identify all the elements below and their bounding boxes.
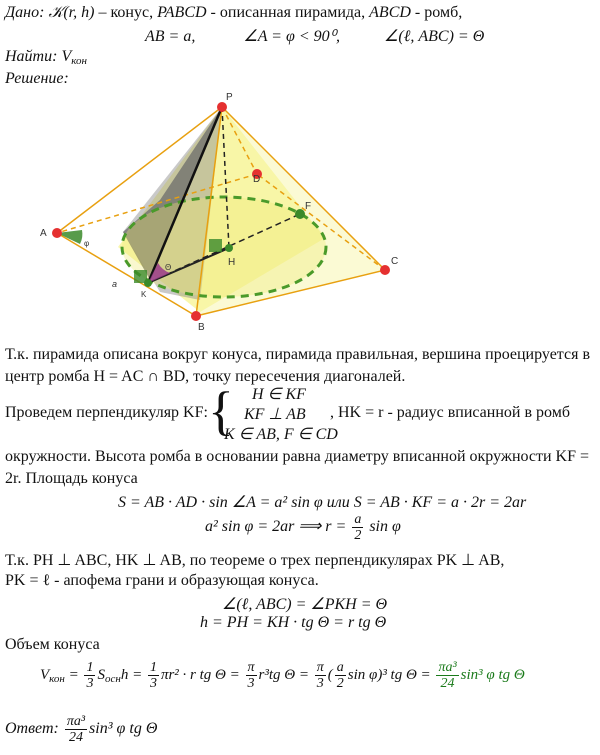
- vol-h: h =: [120, 666, 143, 683]
- vol-frac-6: [436, 660, 458, 691]
- point-c: [380, 265, 390, 275]
- label-side-a: a: [112, 279, 118, 289]
- vol-t3: r³tg Θ =: [258, 666, 309, 683]
- vol-frac-5-den: 2: [336, 676, 344, 691]
- label-a: A: [40, 228, 47, 239]
- vol-t4b: sin φ)³ tg Θ =: [347, 666, 431, 683]
- system-row-2: KF ⊥ AB: [244, 406, 306, 423]
- paragraph-2-tail: , HK = r - радиус вписанной в ромб: [330, 404, 570, 421]
- paragraph-3b: 2r. Площадь конуса: [5, 470, 138, 487]
- equation-r-den: 2: [354, 528, 362, 543]
- answer-num: πa³: [66, 714, 86, 729]
- vol-frac-3: [246, 660, 257, 691]
- given-base: ABCD: [369, 4, 411, 21]
- paragraph-1: Т.к. пирамида описана вокруг конуса, пирамида правильная, вершина проецируется в: [5, 346, 590, 363]
- vol-eq: =: [68, 666, 79, 683]
- vol-frac-1: [84, 660, 95, 691]
- equation-r-fraction: [352, 512, 363, 543]
- point-h: [225, 244, 233, 252]
- vol-frac-5-num: a: [336, 660, 344, 675]
- equation-r: [205, 512, 401, 543]
- point-b: [191, 311, 201, 321]
- right-angle-h: [209, 239, 222, 252]
- vol-frac-2: [148, 660, 159, 691]
- vol-t4a: (: [327, 666, 333, 683]
- given-pyramid-desc: - описанная пирамида,: [210, 4, 366, 21]
- answer-fraction: [65, 714, 87, 745]
- paragraph-5: Объем конуса: [5, 636, 100, 653]
- vol-frac-6-den: 24: [440, 676, 455, 691]
- answer-den: 24: [68, 730, 83, 745]
- paragraph-3: окружности. Высота ромба в основании равна диаметру вписанной окружности KF =: [5, 448, 590, 465]
- vol-frac-2-num: 1: [149, 660, 157, 675]
- paragraph-4: Т.к. PH ⊥ ABC, HK ⊥ AB, по теореме о трех перпендикулярах PK ⊥ AB,: [5, 552, 505, 569]
- point-k: [144, 279, 152, 287]
- vol-s-sub: осн: [104, 672, 121, 685]
- paragraph-1b: центр ромба H = AC ∩ BD, точку пересечения диагоналей.: [5, 368, 406, 385]
- equation-height: h = PH = KH · tg Θ = r tg Θ: [200, 614, 387, 631]
- vol-v-sub: кон: [49, 672, 65, 685]
- vol-t5: sin³ φ tg Θ: [460, 666, 525, 683]
- given-angle-a: ∠A = φ < 90⁰,: [243, 28, 341, 45]
- paragraph-4b: PK = ℓ - апофема грани и образующая конуса.: [5, 572, 319, 589]
- find-prefix: Найти:: [5, 48, 58, 65]
- point-p: [217, 102, 227, 112]
- system-row-3: K ∈ AB, F ∈ CD: [224, 426, 338, 443]
- label-h: H: [228, 257, 236, 268]
- find-line: [5, 48, 87, 67]
- answer-prefix: Ответ:: [5, 720, 59, 738]
- label-theta: Θ: [165, 263, 172, 272]
- vol-frac-4: [315, 660, 326, 691]
- equation-r-right: sin φ: [369, 518, 401, 536]
- given-line-1: [5, 4, 462, 22]
- given-prefix: Дано:: [5, 4, 45, 21]
- find-value: V: [61, 48, 72, 65]
- equation-angle: ∠(ℓ, ABC) = ∠PKH = Θ: [222, 596, 388, 613]
- label-k: K: [141, 290, 147, 299]
- solution-label: Решение:: [5, 70, 69, 87]
- equation-volume: [40, 660, 525, 691]
- vol-frac-2-den: 3: [149, 676, 157, 691]
- vol-frac-1-num: 1: [86, 660, 94, 675]
- label-d: D: [253, 174, 261, 185]
- system-row-1: H ∈ KF: [252, 386, 306, 403]
- answer-line: [5, 714, 157, 745]
- given-line-2: [145, 26, 484, 46]
- equation-area: S = AB · AD · sin ∠A = a² sin φ или S = AB · KF = a · 2r = 2ar: [118, 494, 527, 511]
- equation-r-num: a: [354, 512, 362, 527]
- paragraph-2-lead: Проведем перпендикуляр KF:: [5, 404, 208, 421]
- find-value-sub: кон: [71, 55, 87, 67]
- given-pyramid: PABCD: [157, 4, 207, 21]
- vol-frac-3-den: 3: [247, 676, 255, 691]
- given-base-desc: - ромб,: [414, 4, 463, 21]
- system-brace: {: [208, 381, 234, 441]
- vol-frac-5: [335, 660, 346, 691]
- given-cone-desc: – конус,: [98, 4, 154, 21]
- label-c: C: [391, 256, 399, 267]
- given-cone: 𝒦(r, h): [48, 4, 95, 21]
- label-b: B: [198, 322, 205, 333]
- point-a: [52, 228, 62, 238]
- vol-s: S: [97, 666, 105, 683]
- vol-frac-6-num: πa³: [438, 660, 457, 675]
- pyramid-figure: [0, 88, 600, 338]
- vol-frac-3-num: π: [247, 660, 255, 675]
- label-phi: φ: [84, 239, 90, 248]
- vol-frac-4-num: π: [316, 660, 324, 675]
- vol-v: V: [40, 666, 50, 683]
- answer-tail: sin³ φ tg Θ: [89, 720, 158, 738]
- vol-frac-4-den: 3: [316, 676, 324, 691]
- given-ab: AB = a,: [145, 28, 196, 45]
- point-f: [295, 209, 305, 219]
- vol-t2: πr² · r tg Θ =: [160, 666, 240, 683]
- vol-frac-1-den: 3: [86, 676, 94, 691]
- equation-r-left: a² sin φ = 2ar ⟹ r =: [205, 518, 347, 536]
- label-p: P: [226, 92, 233, 103]
- label-f: F: [305, 201, 312, 212]
- given-angle-theta: ∠(ℓ, ABC) = Θ: [384, 28, 485, 45]
